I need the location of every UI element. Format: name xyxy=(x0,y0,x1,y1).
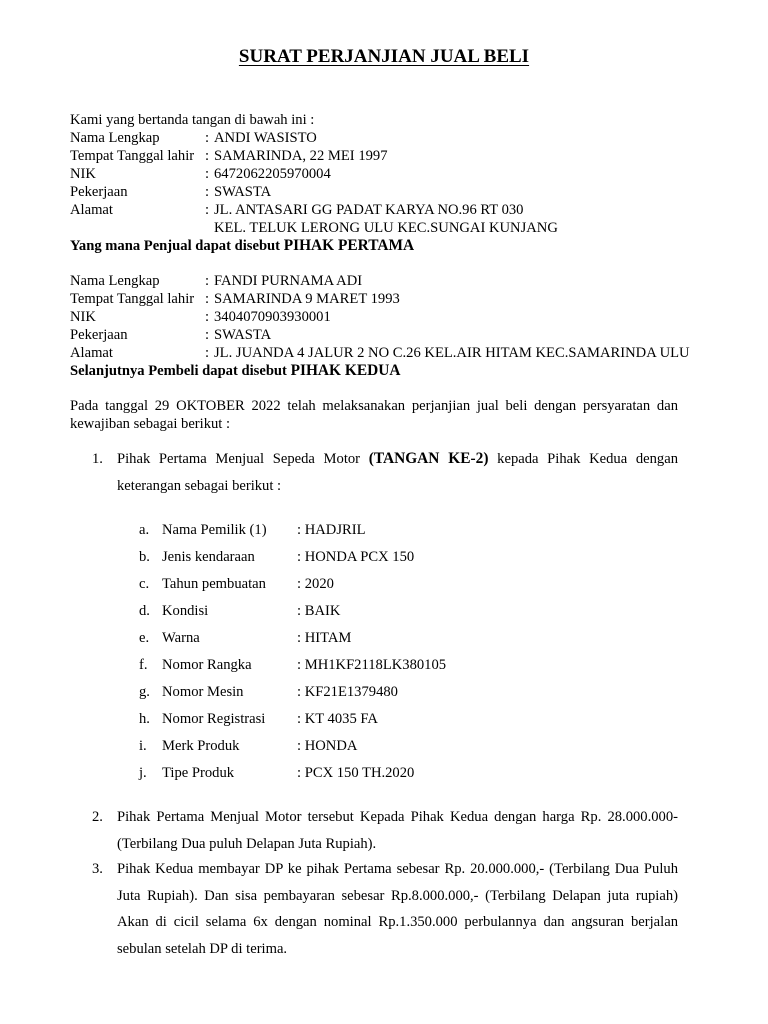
field-value: JL. JUANDA 4 JALUR 2 NO C.26 KEL.AIR HITAM KEC.SAMARINDA ULU xyxy=(214,345,690,361)
detail-label: Nomor Rangka xyxy=(162,657,252,673)
field-separator: : xyxy=(205,327,210,343)
vehicle-detail-row xyxy=(139,544,446,571)
vehicle-details-list xyxy=(139,517,446,787)
list-item-point-1 xyxy=(92,446,678,499)
party-one-address-row xyxy=(70,201,558,219)
detail-label: Merk Produk xyxy=(162,738,240,754)
party-two-note xyxy=(70,362,690,380)
detail-separator: : xyxy=(297,522,302,538)
list-number: 3. xyxy=(92,861,103,877)
detail-letter: d. xyxy=(139,603,150,619)
vehicle-detail-row xyxy=(139,625,446,652)
list-item-point-3 xyxy=(92,856,678,962)
detail-value: MH1KF2118LK380105 xyxy=(304,657,447,673)
detail-letter: i. xyxy=(139,738,147,754)
detail-label: Warna xyxy=(162,630,200,646)
vehicle-detail-row xyxy=(139,733,446,760)
field-label: Pekerjaan xyxy=(70,184,128,200)
agreement-paragraph: Pada tanggal 29 OKTOBER 2022 telah melaksanakan perjanjian jual beli dengan persyaratan dan kewajiban sebagai berikut : xyxy=(70,398,678,432)
detail-letter: j. xyxy=(139,765,147,781)
detail-separator: : xyxy=(297,657,302,673)
field-value: SAMARINDA, 22 MEI 1997 xyxy=(214,148,388,164)
vehicle-detail-row xyxy=(139,652,446,679)
party-one-nik-row xyxy=(70,165,558,183)
party-one-section xyxy=(70,129,558,255)
note-text: Yang mana Penjual dapat disebut xyxy=(70,238,284,254)
detail-label: Nomor Mesin xyxy=(162,684,244,700)
detail-letter: b. xyxy=(139,549,150,565)
list-item-point-2 xyxy=(92,804,678,857)
field-label: Pekerjaan xyxy=(70,327,128,343)
detail-separator: : xyxy=(297,549,302,565)
field-separator: : xyxy=(205,202,210,218)
document-title: SURAT PERJANJIAN JUAL BELI xyxy=(238,46,530,67)
list-number: 2. xyxy=(92,809,103,825)
detail-separator: : xyxy=(297,765,302,781)
list-text: Pihak Pertama Menjual Sepeda Motor (TANGAN KE-2) kepada Pihak Kedua dengan keterangan sebagai berikut : xyxy=(117,450,679,494)
field-value: SWASTA xyxy=(214,184,272,200)
detail-value: BAIK xyxy=(304,603,341,619)
detail-label: Jenis kendaraan xyxy=(162,549,255,565)
list-text: Pihak Kedua membayar DP ke pihak Pertama sebesar Rp. 20.000.000,- (Terbilang Dua Puluh Juta Rupiah). Dan sisa pembayaran sebesar Rp.8.000.000,- (Terbilang Delapan juta rupiah) Akan di cicil selama 6x dengan nominal Rp.1.350.000 perbulannya dan angsuran berjalan sebulan setelah DP di terima. xyxy=(117,861,678,957)
vehicle-detail-row xyxy=(139,571,446,598)
party-one-job-row xyxy=(70,183,558,201)
party-one-note xyxy=(70,237,558,255)
note-emphasis: PIHAK PERTAMA xyxy=(283,237,415,254)
detail-value: HADJRIL xyxy=(304,522,366,538)
detail-separator: : xyxy=(297,711,302,727)
party-two-name-row xyxy=(70,272,690,290)
field-label: Alamat xyxy=(70,202,113,218)
detail-value: KT 4035 FA xyxy=(304,711,378,727)
field-separator: : xyxy=(205,309,210,325)
field-value: FANDI PURNAMA ADI xyxy=(214,273,363,289)
field-separator: : xyxy=(205,148,210,164)
field-value: JL. ANTASARI GG PADAT KARYA NO.96 RT 030 xyxy=(214,202,524,218)
party-one-address-line2 xyxy=(70,219,558,237)
party-two-birth-row xyxy=(70,290,690,308)
field-separator: : xyxy=(205,166,210,182)
detail-label: Tipe Produk xyxy=(162,765,235,781)
field-label: Tempat Tanggal lahir xyxy=(70,148,195,164)
party-one-birth-row xyxy=(70,147,558,165)
detail-label: Nama Pemilik (1) xyxy=(162,522,267,538)
field-separator: : xyxy=(205,345,210,361)
list-text: Pihak Pertama Menjual Motor tersebut Kepada Pihak Kedua dengan harga Rp. 28.000.000- (Terbilang Dua puluh Delapan Juta Rupiah). xyxy=(117,809,678,852)
vehicle-detail-row xyxy=(139,760,446,787)
field-label: Nama Lengkap xyxy=(70,273,160,289)
bold-emphasis: (TANGAN KE-2) xyxy=(368,450,489,467)
detail-letter: a. xyxy=(139,522,150,538)
detail-value: HITAM xyxy=(304,630,352,646)
detail-separator: : xyxy=(297,603,302,619)
party-two-nik-row xyxy=(70,308,690,326)
field-label: NIK xyxy=(70,166,96,182)
note-text: Selanjutnya Pembeli dapat disebut xyxy=(70,363,291,379)
detail-separator: : xyxy=(297,630,302,646)
field-separator: : xyxy=(205,184,210,200)
party-one-name-row xyxy=(70,129,558,147)
vehicle-detail-row xyxy=(139,706,446,733)
detail-separator: : xyxy=(297,684,302,700)
field-value: SWASTA xyxy=(214,327,272,343)
field-value: 3404070903930001 xyxy=(214,309,331,325)
field-separator: : xyxy=(205,291,210,307)
note-emphasis: PIHAK KEDUA xyxy=(290,362,401,379)
detail-letter: f. xyxy=(139,657,148,673)
detail-label: Tahun pembuatan xyxy=(162,576,266,592)
detail-letter: h. xyxy=(139,711,150,727)
detail-letter: g. xyxy=(139,684,150,700)
field-label: Alamat xyxy=(70,345,113,361)
vehicle-detail-row xyxy=(139,517,446,544)
field-value: SAMARINDA 9 MARET 1993 xyxy=(214,291,400,307)
detail-separator: : xyxy=(297,738,302,754)
party-two-job-row xyxy=(70,326,690,344)
detail-label: Nomor Registrasi xyxy=(162,711,266,727)
field-label: Nama Lengkap xyxy=(70,130,160,146)
detail-label: Kondisi xyxy=(162,603,209,619)
detail-value: PCX 150 TH.2020 xyxy=(304,765,415,781)
field-label: Tempat Tanggal lahir xyxy=(70,291,195,307)
detail-value: KF21E1379480 xyxy=(304,684,398,700)
party-two-address-row xyxy=(70,344,690,362)
party-two-section xyxy=(70,272,690,380)
field-value: ANDI WASISTO xyxy=(214,130,317,146)
detail-value: HONDA PCX 150 xyxy=(304,549,415,565)
detail-letter: c. xyxy=(139,576,150,592)
field-separator: : xyxy=(205,130,210,146)
detail-value: HONDA xyxy=(304,738,358,754)
list-number: 1. xyxy=(92,451,103,467)
field-label: NIK xyxy=(70,309,96,325)
vehicle-detail-row xyxy=(139,598,446,625)
field-value: 6472062205970004 xyxy=(214,166,331,182)
detail-letter: e. xyxy=(139,630,150,646)
field-separator: : xyxy=(205,273,210,289)
detail-separator: : xyxy=(297,576,302,592)
intro-line: Kami yang bertanda tangan di bawah ini : xyxy=(70,112,315,128)
detail-value: 2020 xyxy=(304,576,334,592)
vehicle-detail-row xyxy=(139,679,446,706)
field-value: KEL. TELUK LERONG ULU KEC.SUNGAI KUNJANG xyxy=(214,220,558,236)
